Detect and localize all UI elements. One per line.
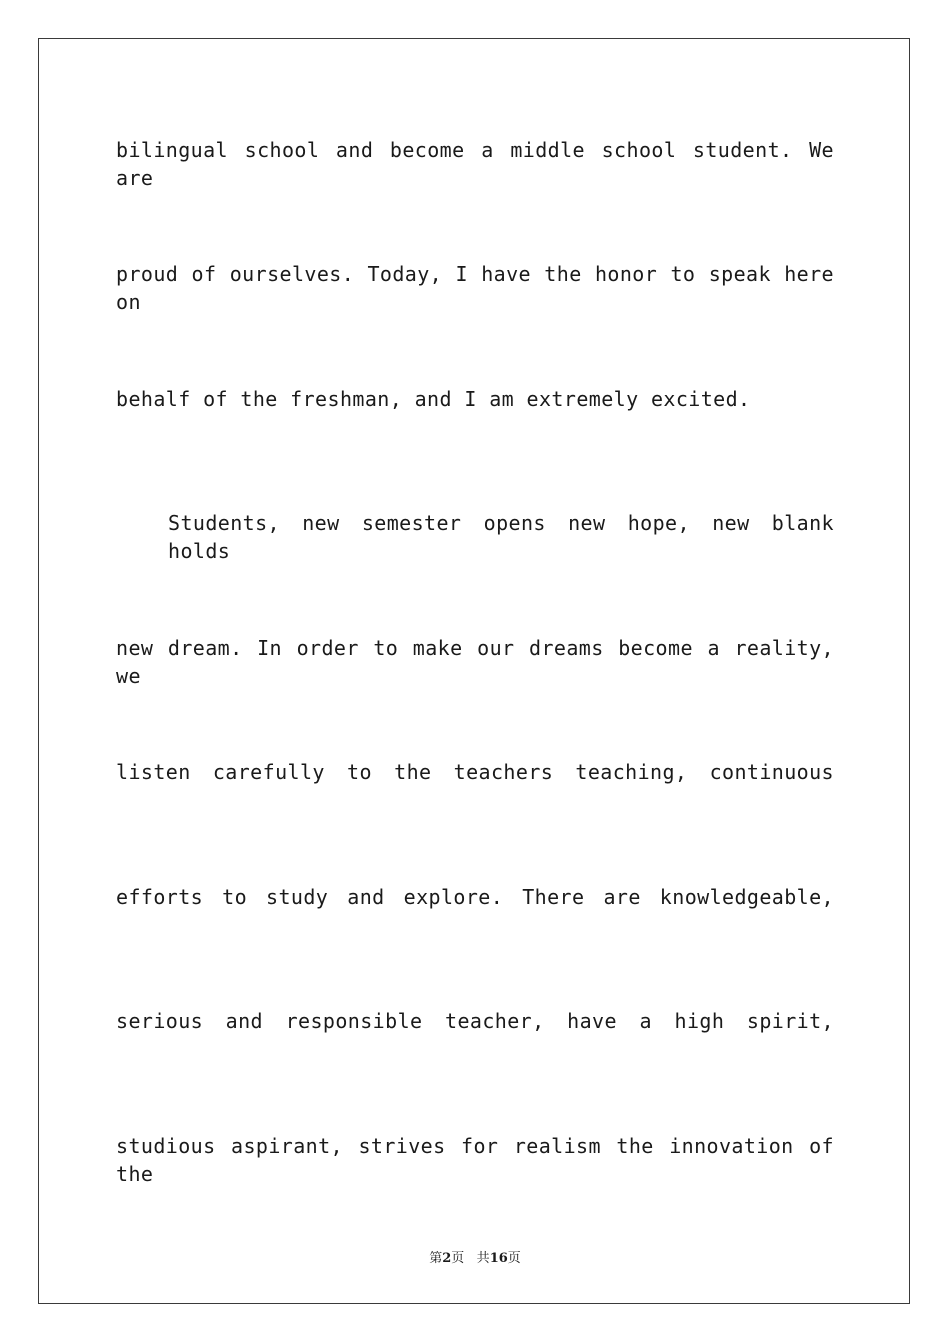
text-line-8: serious and responsible teacher, have a high spirit,	[116, 1009, 834, 1033]
page-footer	[0, 1247, 950, 1266]
text-line-9: studious aspirant, strives for realism the innovation of the	[116, 1134, 834, 1186]
text-line-7: efforts to study and explore. There are knowledgeable,	[116, 885, 834, 909]
text-line-2: proud of ourselves. Today, I have the honor to speak here on	[116, 262, 834, 314]
text-line-4: Students, new semester opens new hope, new blank holds	[168, 511, 834, 563]
footer-total-prefix: 共	[476, 1251, 490, 1266]
text-line-1: bilingual school and become a middle school student. We are	[116, 138, 834, 190]
text-line-6: listen carefully to the teachers teaching, continuous	[116, 760, 834, 784]
footer-prefix: 第	[429, 1251, 443, 1266]
footer-page-suffix: 页	[451, 1251, 465, 1266]
footer-current-page: 2	[442, 1251, 452, 1266]
footer-total-pages: 16	[489, 1251, 508, 1266]
text-line-5: new dream. In order to make our dreams become a reality, we	[116, 636, 834, 688]
text-line-3: behalf of the freshman, and I am extremely excited.	[116, 387, 751, 411]
footer-total-suffix: 页	[507, 1251, 521, 1266]
